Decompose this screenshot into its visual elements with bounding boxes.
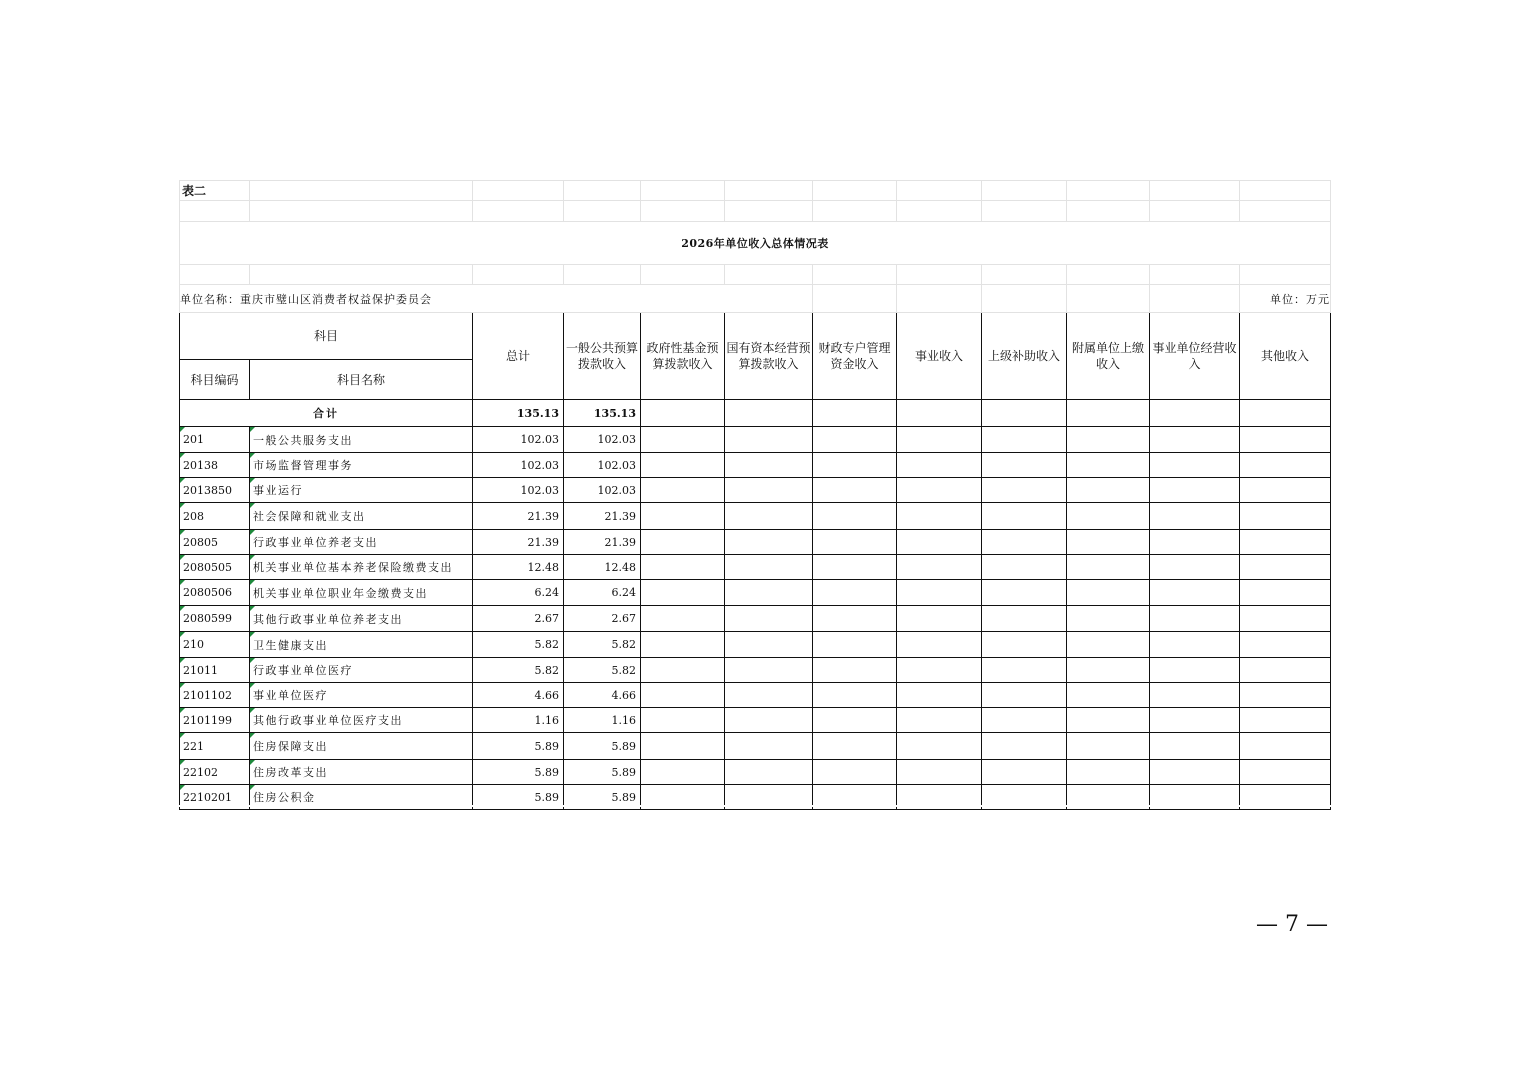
empty-cell (725, 708, 813, 733)
empty-cell (641, 580, 725, 606)
empty-cell (641, 658, 725, 683)
subject-code: 221 (180, 733, 250, 760)
general-budget-amount: 5.89 (564, 760, 641, 785)
empty-cell (1240, 580, 1331, 606)
empty-cell (1150, 733, 1240, 760)
empty-cell (1150, 760, 1240, 785)
empty-cell (982, 733, 1067, 760)
subject-code: 2080599 (180, 606, 250, 632)
empty-cell (641, 478, 725, 503)
empty-cell (1150, 708, 1240, 733)
total-amount: 2.67 (473, 606, 564, 632)
subject-name: 一般公共服务支出 (250, 427, 473, 453)
total-amount: 102.03 (473, 453, 564, 478)
empty-cell (982, 606, 1067, 632)
empty-cell (897, 760, 982, 785)
empty-cell (1150, 580, 1240, 606)
empty-cell (1240, 503, 1331, 530)
subject-name: 社会保障和就业支出 (250, 503, 473, 530)
empty-cell (1067, 658, 1150, 683)
empty-cell (813, 760, 897, 785)
column-header: 上级补助收入 (982, 313, 1067, 400)
general-budget-amount: 21.39 (564, 503, 641, 530)
general-budget-amount: 102.03 (564, 478, 641, 503)
empty-cell (641, 606, 725, 632)
empty-cell (897, 606, 982, 632)
unit-label: 单位：万元 (1240, 285, 1331, 313)
general-budget-amount: 1.16 (564, 708, 641, 733)
subject-code: 20805 (180, 530, 250, 555)
header-row (180, 313, 1331, 360)
empty-cell (1240, 733, 1331, 760)
column-header: 其他收入 (1240, 313, 1331, 400)
empty-cell (641, 733, 725, 760)
general-budget-amount: 5.82 (564, 632, 641, 658)
empty-cell (1067, 427, 1150, 453)
subject-code: 2210201 (180, 785, 250, 810)
empty-cell (641, 683, 725, 708)
empty-cell (982, 760, 1067, 785)
empty-cell (982, 530, 1067, 555)
subject-code: 2080505 (180, 555, 250, 580)
empty-cell (725, 478, 813, 503)
empty-cell (1067, 733, 1150, 760)
table-row (180, 478, 1331, 503)
table-row (180, 453, 1331, 478)
table-row (180, 530, 1331, 555)
empty-cell (982, 632, 1067, 658)
empty-cell (1067, 453, 1150, 478)
table-row (180, 632, 1331, 658)
empty-cell (1067, 478, 1150, 503)
empty-cell (1150, 555, 1240, 580)
general-budget-amount: 102.03 (564, 427, 641, 453)
general-budget-amount: 6.24 (564, 580, 641, 606)
total-amount: 5.82 (473, 658, 564, 683)
empty-cell (897, 427, 982, 453)
table-row (180, 683, 1331, 708)
empty-cell (897, 555, 982, 580)
empty-cell (1067, 708, 1150, 733)
empty-cell (641, 530, 725, 555)
total-row (180, 400, 1331, 427)
total-amount: 21.39 (473, 503, 564, 530)
table-row (180, 760, 1331, 785)
empty-cell (897, 733, 982, 760)
empty-cell (1150, 453, 1240, 478)
empty-cell (813, 478, 897, 503)
total-amount: 21.39 (473, 530, 564, 555)
column-header: 一般公共预算拨款收入 (564, 313, 641, 400)
subject-name: 住房改革支出 (250, 760, 473, 785)
table-row (180, 555, 1331, 580)
table-row (180, 708, 1331, 733)
empty-cell (1067, 760, 1150, 785)
empty-cell (641, 632, 725, 658)
empty-cell (725, 760, 813, 785)
empty-cell (1067, 632, 1150, 658)
total-amount: 6.24 (473, 580, 564, 606)
empty-cell (1150, 606, 1240, 632)
empty-cell (1150, 530, 1240, 555)
subject-name: 住房公积金 (250, 785, 473, 810)
empty-cell (813, 555, 897, 580)
name-header: 科目名称 (250, 360, 473, 400)
empty-cell (725, 683, 813, 708)
empty-cell (1240, 760, 1331, 785)
table-row (180, 580, 1331, 606)
empty-cell (982, 427, 1067, 453)
subject-name: 市场监督管理事务 (250, 453, 473, 478)
empty-cell (813, 606, 897, 632)
empty-cell (813, 733, 897, 760)
general-budget-amount: 2.67 (564, 606, 641, 632)
empty-cell (641, 555, 725, 580)
subject-code: 20138 (180, 453, 250, 478)
empty-cell (897, 503, 982, 530)
subject-code: 21011 (180, 658, 250, 683)
subject-name: 机关事业单位职业年金缴费支出 (250, 580, 473, 606)
empty-cell (725, 555, 813, 580)
empty-cell (813, 427, 897, 453)
table-label-row (180, 181, 1331, 201)
general-budget-amount: 102.03 (564, 453, 641, 478)
column-header: 总计 (473, 313, 564, 400)
empty-cell (1240, 530, 1331, 555)
empty-cell (725, 606, 813, 632)
subject-name: 机关事业单位基本养老保险缴费支出 (250, 555, 473, 580)
general-budget-amount: 135.13 (564, 400, 641, 427)
empty-cell (641, 503, 725, 530)
column-header: 政府性基金预算拨款收入 (641, 313, 725, 400)
empty-cell (813, 708, 897, 733)
column-header: 国有资本经营预算拨款收入 (725, 313, 813, 400)
subject-code: 210 (180, 632, 250, 658)
general-budget-amount: 5.82 (564, 658, 641, 683)
general-budget-amount: 12.48 (564, 555, 641, 580)
subject-name: 住房保障支出 (250, 733, 473, 760)
empty-cell (1150, 427, 1240, 453)
empty-cell (725, 632, 813, 658)
empty-cell (813, 658, 897, 683)
empty-cell (1150, 503, 1240, 530)
total-amount: 12.48 (473, 555, 564, 580)
income-table (179, 180, 1331, 810)
empty-cell (725, 733, 813, 760)
subject-header: 科目 (180, 313, 473, 360)
empty-cell (982, 580, 1067, 606)
empty-cell (897, 478, 982, 503)
subject-name: 事业运行 (250, 478, 473, 503)
subject-code: 2101102 (180, 683, 250, 708)
info-row (180, 285, 1331, 313)
empty-cell (982, 683, 1067, 708)
table-label: 表二 (180, 181, 250, 201)
general-budget-amount: 5.89 (564, 785, 641, 810)
total-amount: 135.13 (473, 400, 564, 427)
empty-cell (725, 530, 813, 555)
empty-cell (1240, 658, 1331, 683)
page-number: — 7 — (1256, 912, 1328, 937)
empty-cell (641, 453, 725, 478)
empty-cell (1150, 658, 1240, 683)
empty-cell (1067, 683, 1150, 708)
subject-code: 208 (180, 503, 250, 530)
empty-cell (813, 453, 897, 478)
general-budget-amount: 4.66 (564, 683, 641, 708)
empty-cell (1240, 606, 1331, 632)
empty-cell (897, 683, 982, 708)
total-label: 合计 (180, 400, 473, 427)
subject-name: 其他行政事业单位医疗支出 (250, 708, 473, 733)
empty-cell (813, 683, 897, 708)
column-header: 事业收入 (897, 313, 982, 400)
general-budget-amount: 5.89 (564, 733, 641, 760)
column-header: 附属单位上缴收入 (1067, 313, 1150, 400)
empty-cell (1240, 632, 1331, 658)
empty-cell (1150, 683, 1240, 708)
empty-cell (641, 760, 725, 785)
empty-cell (982, 708, 1067, 733)
empty-cell (725, 580, 813, 606)
subject-name: 事业单位医疗 (250, 683, 473, 708)
empty-cell (725, 503, 813, 530)
total-amount: 5.89 (473, 760, 564, 785)
empty-cell (813, 530, 897, 555)
spacer-row (180, 265, 1331, 285)
empty-cell (725, 658, 813, 683)
subject-code: 2080506 (180, 580, 250, 606)
total-amount: 5.82 (473, 632, 564, 658)
subject-name: 其他行政事业单位养老支出 (250, 606, 473, 632)
subject-name: 行政事业单位养老支出 (250, 530, 473, 555)
total-amount: 5.89 (473, 785, 564, 810)
empty-cell (1240, 708, 1331, 733)
table-row (180, 606, 1331, 632)
total-amount: 102.03 (473, 427, 564, 453)
empty-cell (641, 427, 725, 453)
empty-cell (725, 427, 813, 453)
empty-cell (982, 555, 1067, 580)
empty-cell (1067, 580, 1150, 606)
table-row (180, 427, 1331, 453)
empty-cell (897, 580, 982, 606)
unit-name: 单位名称：重庆市璧山区消费者权益保护委员会 (180, 285, 725, 313)
page-cut (179, 805, 1331, 807)
table-row (180, 503, 1331, 530)
subject-name: 卫生健康支出 (250, 632, 473, 658)
empty-cell (982, 453, 1067, 478)
empty-cell (1067, 606, 1150, 632)
column-header: 事业单位经营收入 (1150, 313, 1240, 400)
empty-cell (725, 453, 813, 478)
column-header: 财政专户管理资金收入 (813, 313, 897, 400)
empty-cell (641, 708, 725, 733)
empty-cell (982, 658, 1067, 683)
total-amount: 4.66 (473, 683, 564, 708)
empty-cell (1067, 555, 1150, 580)
general-budget-amount: 21.39 (564, 530, 641, 555)
subject-code: 2013850 (180, 478, 250, 503)
empty-cell (897, 632, 982, 658)
page-title: 2026年单位收入总体情况表 (180, 222, 1331, 265)
empty-cell (1067, 503, 1150, 530)
empty-cell (897, 708, 982, 733)
empty-cell (1150, 478, 1240, 503)
empty-cell (1240, 427, 1331, 453)
empty-cell (897, 530, 982, 555)
subject-code: 2101199 (180, 708, 250, 733)
subject-code: 22102 (180, 760, 250, 785)
empty-cell (1240, 683, 1331, 708)
empty-cell (1240, 478, 1331, 503)
code-header: 科目编码 (180, 360, 250, 400)
empty-cell (1240, 555, 1331, 580)
empty-cell (982, 478, 1067, 503)
total-amount: 5.89 (473, 733, 564, 760)
spacer-row (180, 201, 1331, 222)
empty-cell (982, 503, 1067, 530)
empty-cell (1240, 453, 1331, 478)
total-amount: 1.16 (473, 708, 564, 733)
total-amount: 102.03 (473, 478, 564, 503)
title-row (180, 222, 1331, 265)
empty-cell (1150, 632, 1240, 658)
table-row (180, 658, 1331, 683)
empty-cell (897, 453, 982, 478)
empty-cell (1067, 530, 1150, 555)
subject-name: 行政事业单位医疗 (250, 658, 473, 683)
empty-cell (813, 503, 897, 530)
empty-cell (813, 632, 897, 658)
subject-code: 201 (180, 427, 250, 453)
table-row (180, 733, 1331, 760)
empty-cell (897, 658, 982, 683)
empty-cell (813, 580, 897, 606)
